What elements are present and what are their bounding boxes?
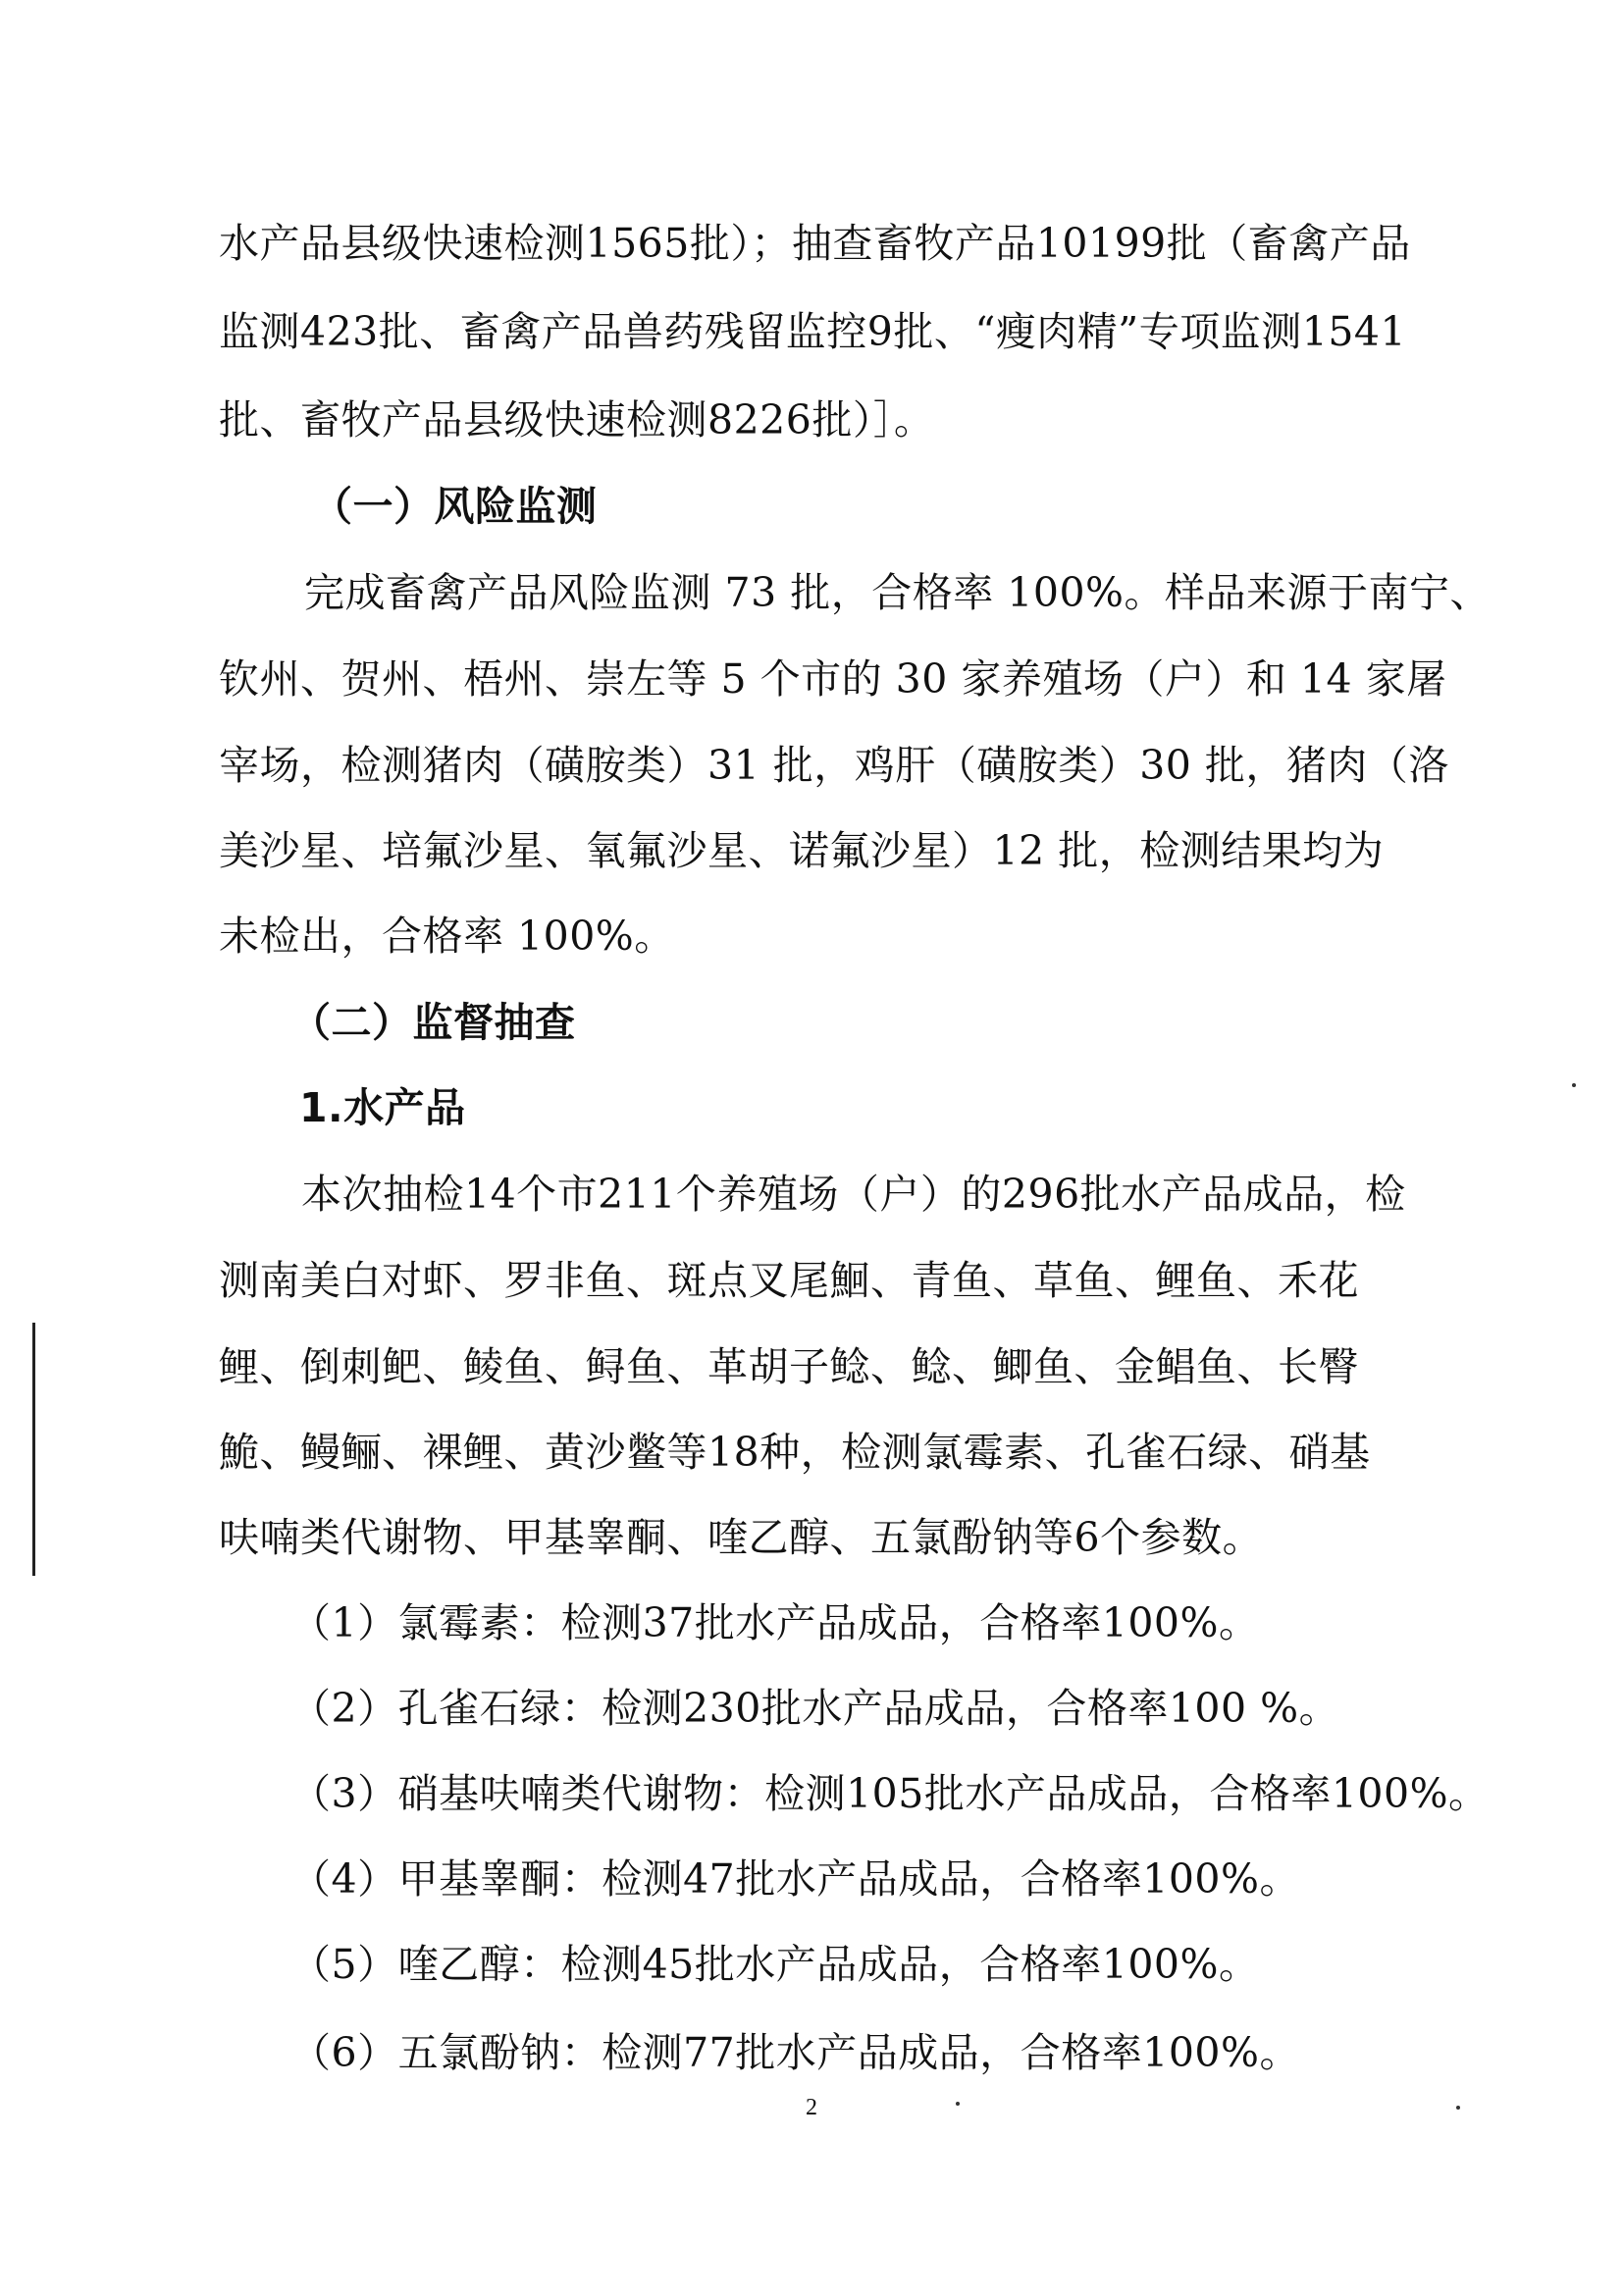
paragraph-line: 批、畜牧产品县级快速检测8226批）］。 — [219, 396, 935, 444]
paragraph-line: 本次抽检14个市211个养殖场（户）的296批水产品成品，检 — [301, 1171, 1406, 1218]
paragraph-line: 宰场，检测猪肉（磺胺类）31 批，鸡肝（磺胺类）30 批，猪肉（洛 — [219, 742, 1449, 789]
paragraph-line: 监测423批、畜禽产品兽药残留监控9批、“瘦肉精”专项监测1541 — [219, 308, 1407, 355]
paragraph-line: 未检出，合格率 100%。 — [219, 913, 675, 960]
scan-artifact-dot — [1572, 1083, 1576, 1087]
paragraph-line: 钦州、贺州、梧州、崇左等 5 个市的 30 家养殖场（户）和 14 家屠 — [219, 655, 1447, 703]
paragraph-line: 美沙星、培氟沙星、氧氟沙星、诺氟沙星）12 批，检测结果均为 — [219, 827, 1385, 874]
list-item: （1）氯霉素：检测37批水产品成品，合格率100%。 — [290, 1599, 1260, 1646]
scan-artifact-left-line — [32, 1323, 35, 1576]
page-number: 2 — [806, 2095, 817, 2120]
section-heading-risk-monitoring: （一）风险监测 — [312, 483, 598, 530]
paragraph-line: 鲤、倒刺鲃、鲮鱼、鲟鱼、革胡子鲶、鲶、鲫鱼、金鲳鱼、长臀 — [219, 1343, 1359, 1390]
paragraph-line: 水产品县级快速检测1565批）；抽查畜牧产品10199批（畜禽产品 — [219, 220, 1411, 267]
section-heading-supervision: （二）监督抽查 — [290, 999, 576, 1046]
scan-artifact-dot — [956, 2102, 960, 2106]
paragraph-line: 呋喃类代谢物、甲基睾酮、喹乙醇、五氯酚钠等6个参数。 — [219, 1514, 1264, 1561]
list-item: （4）甲基睾酮：检测47批水产品成品，合格率100%。 — [290, 1855, 1300, 1903]
paragraph-line: 测南美白对虾、罗非鱼、斑点叉尾鮰、青鱼、草鱼、鲤鱼、禾花 — [219, 1257, 1359, 1304]
list-item: （6）五氯酚钠：检测77批水产品成品，合格率100%。 — [290, 2029, 1300, 2076]
list-item: （2）孔雀石绿：检测230批水产品成品，合格率100 %。 — [290, 1685, 1340, 1732]
subheading-aquatic-products: 1.水产品 — [299, 1084, 466, 1131]
paragraph-line: 完成畜禽产品风险监测 73 批，合格率 100%。样品来源于南宁、 — [304, 569, 1491, 616]
list-item: （5）喹乙醇：检测45批水产品成品，合格率100%。 — [290, 1941, 1260, 1988]
paragraph-line: 鮠、鳗鲡、裸鲤、黄沙鳖等18种，检测氯霉素、孔雀石绿、硝基 — [219, 1429, 1371, 1476]
list-item: （3）硝基呋喃类代谢物：检测105批水产品成品，合格率100%。 — [290, 1770, 1490, 1817]
scan-artifact-dot — [1456, 2106, 1460, 2110]
